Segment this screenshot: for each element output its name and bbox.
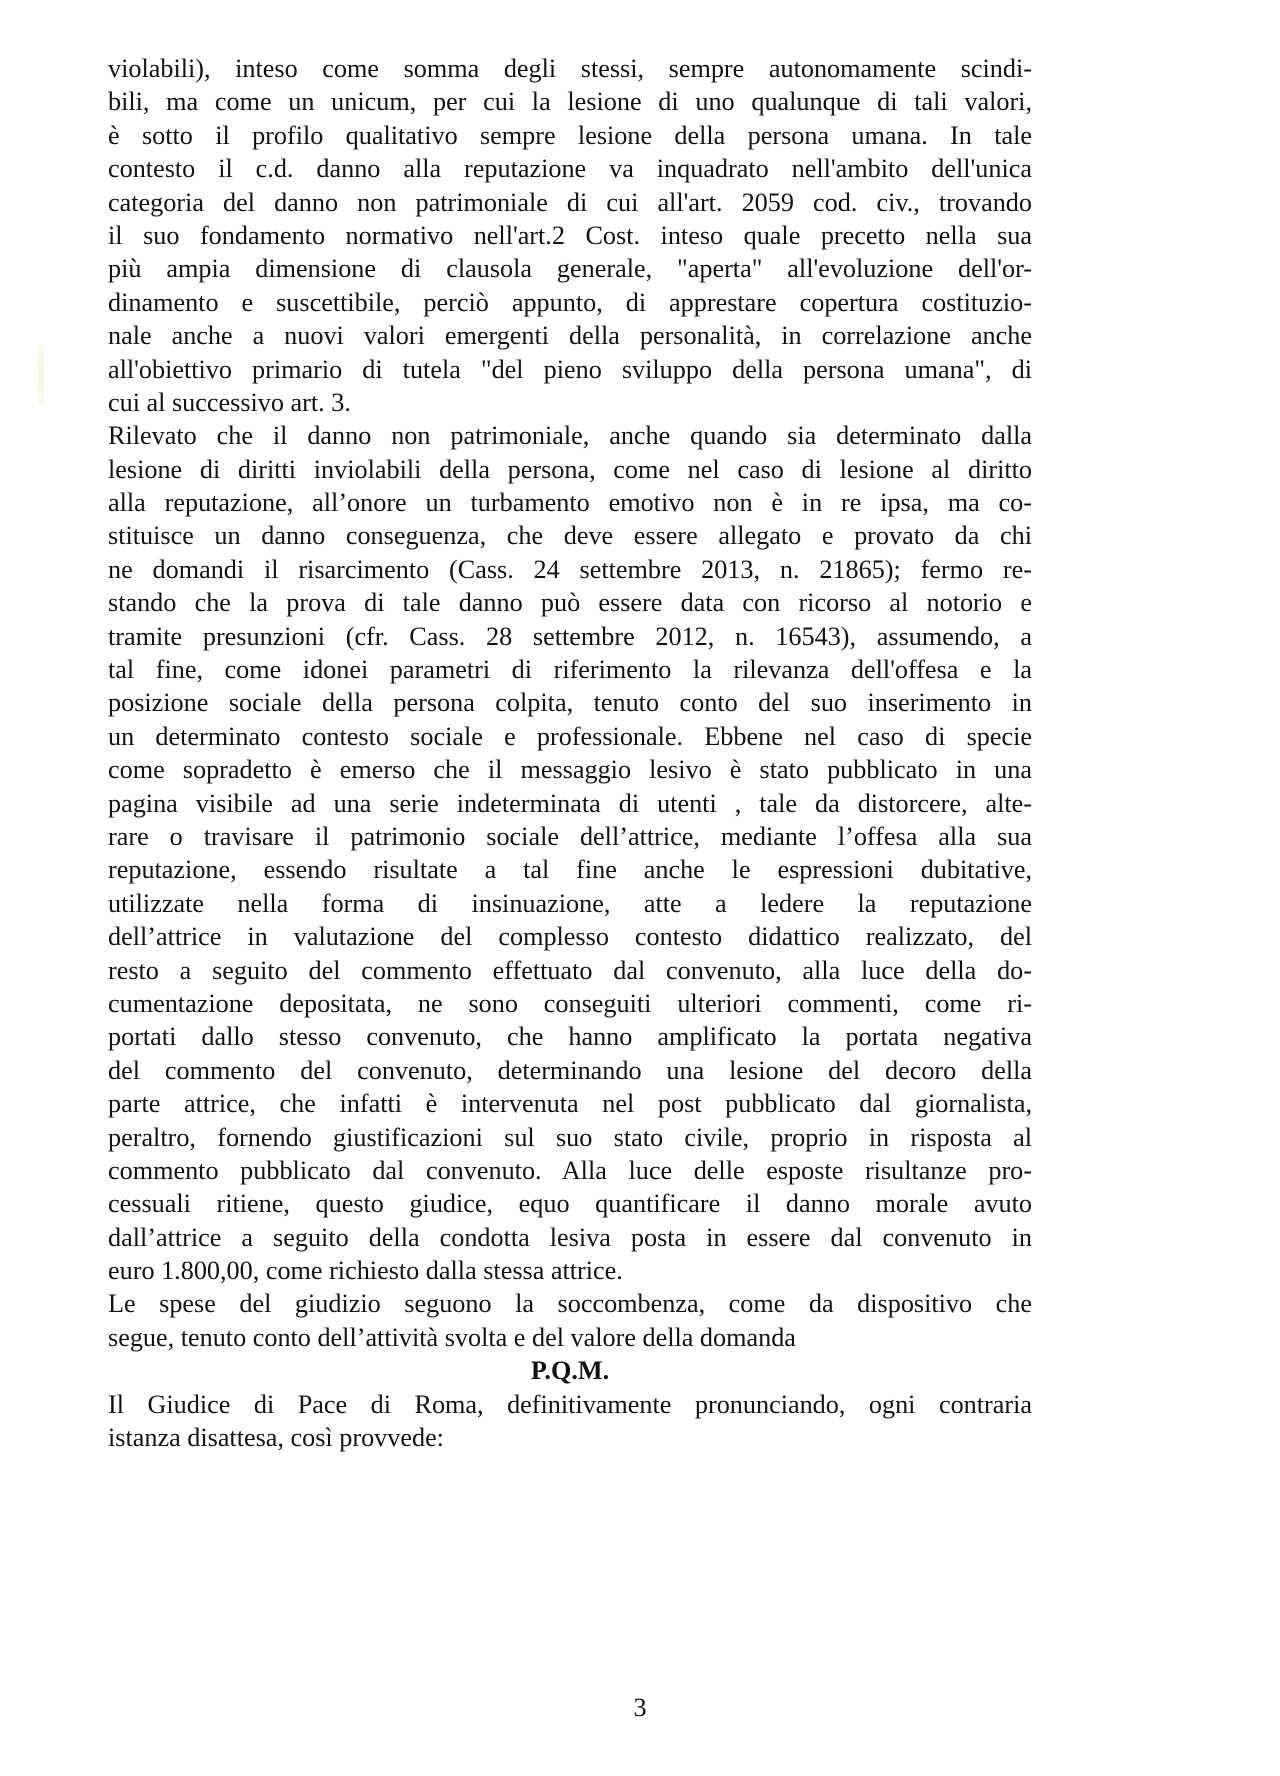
- text-line: del commento del convenuto, determinando una lesione del decoro della: [108, 1055, 1032, 1085]
- text-line: il suo fondamento normativo nell'art.2 Cost. inteso quale precetto nella sua: [108, 220, 1032, 250]
- text-line: reputazione, essendo risultate a tal fine anche le espressioni dubitative,: [108, 855, 1032, 885]
- text-line: dell’attrice in valutazione del complesso contesto didattico realizzato, del: [108, 922, 1032, 952]
- text-line: lesione di diritti inviolabili della persona, come nel caso di lesione al diritto: [108, 454, 1032, 484]
- text-line: peraltro, fornendo giustificazioni sul suo stato civile, proprio in risposta al: [108, 1122, 1032, 1152]
- text-line: come sopradetto è emerso che il messaggio lesivo è stato pubblicato in una: [108, 755, 1032, 785]
- text-line: istanza disattesa, così provvede:: [108, 1423, 444, 1453]
- text-line: violabili), inteso come somma degli stessi, sempre autonomamente scindi-: [108, 54, 1032, 83]
- section-heading: P.Q.M.: [530, 1356, 610, 1386]
- text-line: un determinato contesto sociale e professionale. Ebbene nel caso di specie: [108, 721, 1032, 751]
- text-line: all'obiettivo primario di tutela "del pieno sviluppo della persona umana", di: [108, 354, 1032, 384]
- text-line: dinamento e suscettibile, perciò appunto, di apprestare copertura costituzio-: [108, 287, 1032, 317]
- text-line: contesto il c.d. danno alla reputazione va inquadrato nell'ambito dell'unica: [108, 154, 1032, 184]
- text-line: tramite presunzioni (cfr. Cass. 28 settembre 2012, n. 16543), assumendo, a: [108, 621, 1032, 651]
- text-line: bili, ma come un unicum, per cui la lesione di uno qualunque di tali valori,: [108, 87, 1032, 117]
- margin-scan-mark: [38, 345, 44, 405]
- text-line: segue, tenuto conto dell’attività svolta e del valore della domanda: [108, 1322, 796, 1352]
- text-line: è sotto il profilo qualitativo sempre lesione della persona umana. In tale: [108, 120, 1032, 150]
- page-number: 3: [633, 1693, 647, 1722]
- text-line: euro 1.800,00, come richiesto dalla stessa attrice.: [108, 1256, 623, 1286]
- text-line: posizione sociale della persona colpita, tenuto conto del suo inserimento in: [108, 688, 1032, 718]
- text-line: cessuali ritiene, questo giudice, equo quantificare il danno morale avuto: [108, 1189, 1032, 1219]
- text-line: resto a seguito del commento effettuato dal convenuto, alla luce della do-: [108, 955, 1032, 985]
- document-body: [108, 52, 1032, 1454]
- text-line: pagina visibile ad una serie indeterminata di utenti , tale da distorcere, alte-: [108, 788, 1032, 818]
- text-line: rare o travisare il patrimonio sociale dell’attrice, mediante l’offesa alla sua: [108, 821, 1032, 851]
- text-line: categoria del danno non patrimoniale di cui all'art. 2059 cod. civ., trovando: [108, 187, 1032, 217]
- text-line: Rilevato che il danno non patrimoniale, anche quando sia determinato dalla: [108, 421, 1032, 451]
- text-line: stituisce un danno conseguenza, che deve essere allegato e provato da chi: [108, 521, 1032, 551]
- text-line: parte attrice, che infatti è intervenuta nel post pubblicato dal giornalista,: [108, 1089, 1032, 1119]
- text-line: Le spese del giudizio seguono la soccombenza, come da dispositivo che: [108, 1289, 1032, 1319]
- text-line: stando che la prova di tale danno può essere data con ricorso al notorio e: [108, 588, 1032, 618]
- text-line: tal fine, come idonei parametri di riferimento la rilevanza dell'offesa e la: [108, 655, 1032, 685]
- text-line: più ampia dimensione di clausola generale, "aperta" all'evoluzione dell'or-: [108, 254, 1032, 284]
- text-line: Il Giudice di Pace di Roma, definitivamente pronunciando, ogni contraria: [108, 1389, 1032, 1419]
- text-line: nale anche a nuovi valori emergenti della personalità, in correlazione anche: [108, 321, 1032, 351]
- text-line: ne domandi il risarcimento (Cass. 24 settembre 2013, n. 21865); fermo re-: [108, 554, 1032, 584]
- text-line: utilizzate nella forma di insinuazione, atte a ledere la reputazione: [108, 888, 1032, 918]
- text-line: portati dallo stesso convenuto, che hanno amplificato la portata negativa: [108, 1022, 1032, 1052]
- text-line: dall’attrice a seguito della condotta lesiva posta in essere dal convenuto in: [108, 1222, 1032, 1252]
- text-line: cui al successivo art. 3.: [108, 387, 351, 417]
- text-line: alla reputazione, all’onore un turbamento emotivo non è in re ipsa, ma co-: [108, 488, 1032, 518]
- text-line: cumentazione depositata, ne sono conseguiti ulteriori commenti, come ri-: [108, 988, 1032, 1018]
- text-line: commento pubblicato dal convenuto. Alla luce delle esposte risultanze pro-: [108, 1155, 1032, 1185]
